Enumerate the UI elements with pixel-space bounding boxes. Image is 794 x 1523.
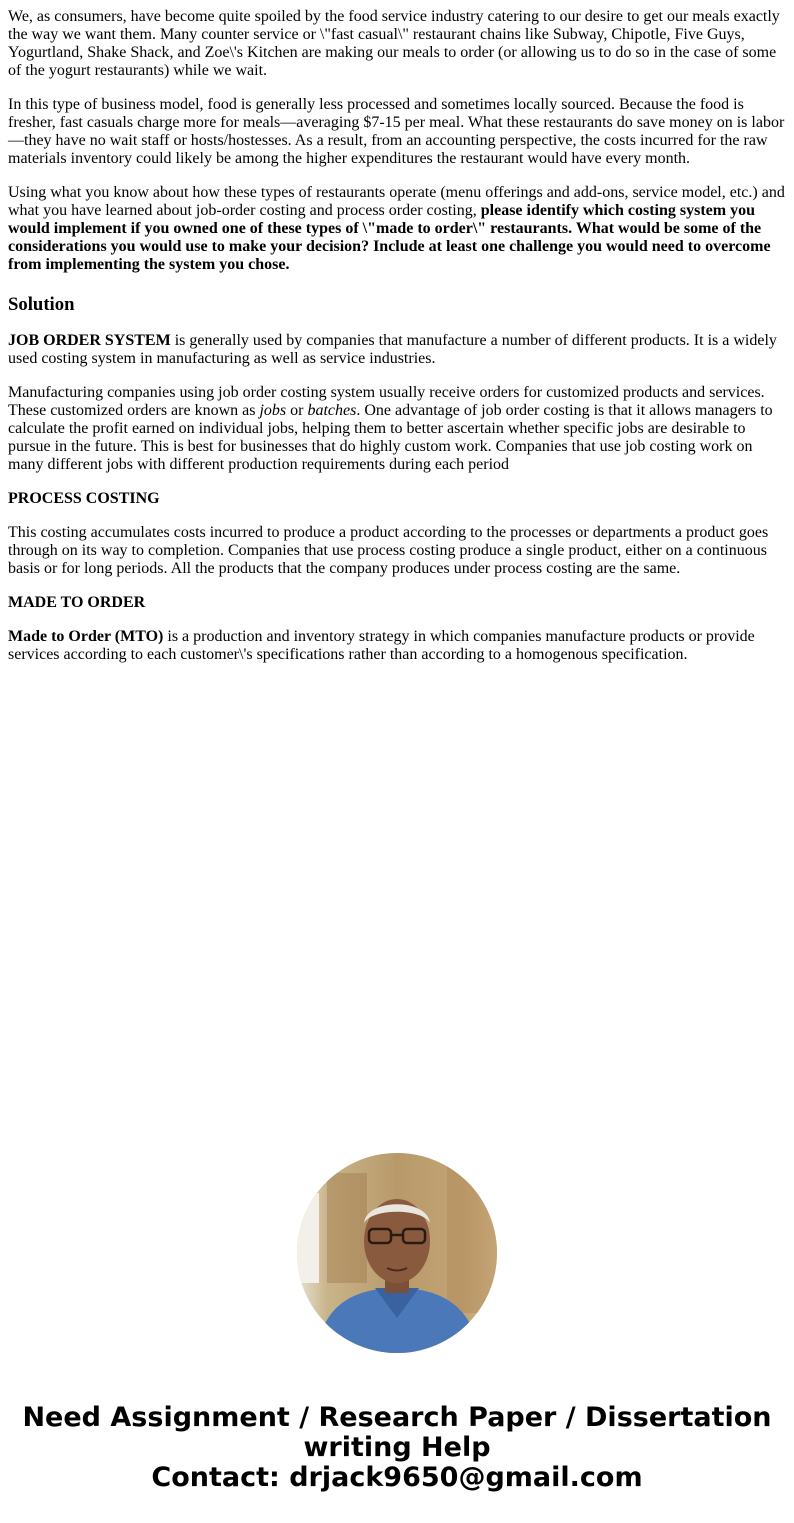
process-costing-paragraph: This costing accumulates costs incurred to produce a product according to the processes or departments a product goes through on its way to completion. Companies that use process costing produce a single product, either on a continuous basis or for long periods. All the products that the company produces under process costing are the same. [8, 524, 769, 577]
or-text: or [286, 402, 308, 419]
document-body [8, 8, 786, 680]
made-to-order-heading-text: MADE TO ORDER [8, 594, 146, 611]
job-order-term: JOB ORDER SYSTEM [8, 332, 171, 349]
batches-term: batches [307, 402, 357, 419]
question-paragraph-2: In this type of business model, food is generally less processed and sometimes locally sourced. Because the food is fresher, fast casuals charge more for meals—averaging $7-15 per meal. What these restaurants do save money on is labor—they have no wait staff or hosts/hostesses. As a result, from an accounting perspective, the costs incurred for the raw materials inventory could likely be among the higher expenditures the restaurant would have every month. [8, 96, 785, 167]
footer-line-1: Need Assignment / Research Paper / Dissertation [22, 1402, 772, 1433]
mto-term: Made to Order (MTO) [8, 628, 164, 645]
process-costing-heading [8, 490, 786, 508]
mto-text: is a production and inventory strategy in which companies manufacture products or provide services according to each customer\'s specifications rather than according to a homogenous specification. [8, 628, 755, 663]
job-order-text: is generally used by companies that manufacture a number of different products. It is a widely used costing system in manufacturing as well as service industries. [8, 332, 777, 367]
question-paragraph-3 [8, 184, 786, 274]
footer-line-2: writing Help [303, 1432, 491, 1463]
manufacturing-paragraph [8, 384, 786, 474]
contact-footer [0, 1403, 794, 1493]
manufacturing-text-a: Manufacturing companies using job order costing system usually receive orders for customized products and services. These customized orders are known as [8, 384, 765, 419]
job-order-paragraph [8, 332, 786, 368]
manufacturing-text-b: . One advantage of job order costing is that it allows managers to calculate the profit earned on individual jobs, helping them to better ascertain whether specific jobs are desirable to pursue in the future. This is best for businesses that do highly custom work. Companies that use job costing work on many different jobs with different production requirements during each period [8, 402, 773, 473]
jobs-term: jobs [259, 402, 287, 419]
author-avatar [297, 1153, 497, 1353]
question-paragraph-1: We, as consumers, have become quite spoiled by the food service industry catering to our desire to get our meals exactly the way we want them. Many counter service or \"fast casual\" restaurant chains like Subway, Chipotle, Five Guys, Yogurtland, Shake Shack, and Zoe\'s Kitchen are making our meals to order (or allowing us to do so in the case of some of the yogurt restaurants) while we wait. [8, 8, 780, 79]
question-intro-text: Using what you know about how these types of restaurants operate (menu offerings and add-ons, service model, etc.) and what you have learned about job-order costing and process order costing, [8, 184, 785, 219]
solution-heading: Solution [8, 294, 75, 315]
portrait-illustration [297, 1153, 497, 1353]
made-to-order-paragraph [8, 628, 786, 664]
question-prompt-bold: please identify which costing system you would implement if you owned one of these types of \"made to order\" restaurants. What would be some of the considerations you would use to make your decision? Include at least one challenge you would need to overcome from implementing the system you chose. [8, 202, 771, 273]
made-to-order-heading [8, 594, 786, 612]
footer-contact-line: Contact: drjack9650@gmail.com [151, 1462, 643, 1493]
process-costing-heading-text: PROCESS COSTING [8, 490, 160, 507]
